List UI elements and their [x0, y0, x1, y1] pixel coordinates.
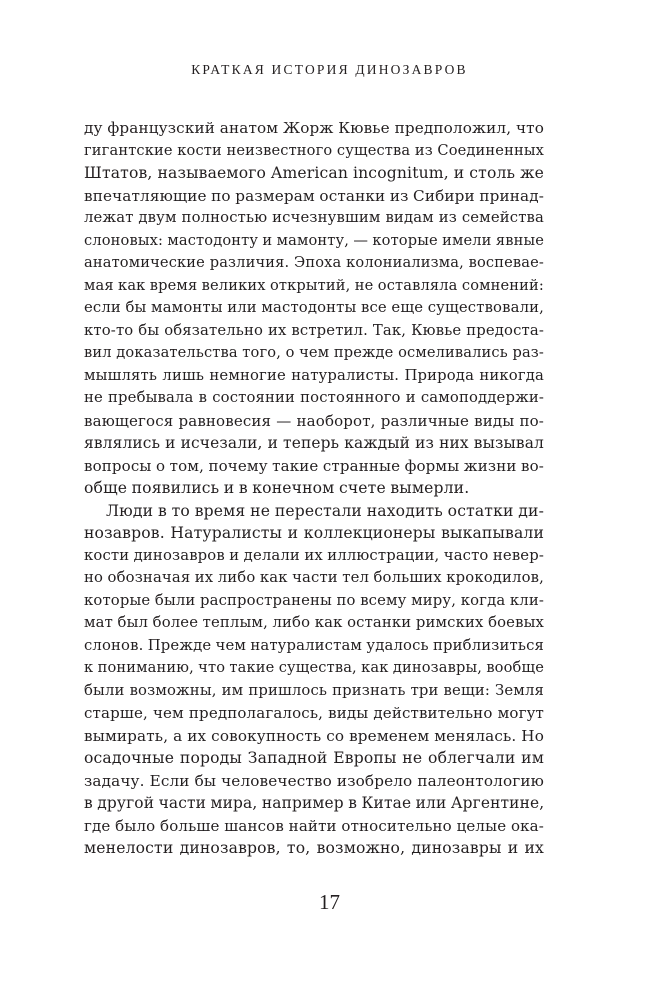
text-line: Люди в то время не перестали находить остатки ди- [106, 501, 544, 520]
text-line: мышлять лишь немногие натуралисты. Природа никогда [84, 366, 544, 384]
text-line: где было больше шансов найти относительно целые ока- [84, 816, 544, 835]
text-line: старше, чем предполагалось, виды действительно могут [84, 704, 544, 722]
text-line: вающегося равновесия — наоборот, различные виды по- [84, 411, 544, 430]
text-line: вымирать, а их совокупность со временем менялась. Но [84, 726, 544, 745]
text-line: кто-то бы обязательно их встретил. Так, Кювье предоста- [84, 321, 544, 339]
text-line: кости динозавров и делали их иллюстрации, часто невер- [84, 546, 544, 564]
text-line: менелости динозавров, то, возможно, динозавры и их [84, 839, 544, 857]
text-line: мат был более теплым, либо как останки римских боевых [84, 614, 544, 631]
text-line: ду французский анатом Жорж Кювье предположил, что [84, 119, 544, 137]
text-line: были возможны, им пришлось признать три вещи: Земля [84, 681, 544, 699]
text-line: обще появились и в конечном счете вымерли. [84, 479, 470, 497]
paragraph-1 [84, 117, 544, 500]
text-line: слоновых: мастодонту и мамонту, — которые имели явные [84, 231, 544, 249]
text-line: осадочные породы Западной Европы не облегчали им [84, 749, 544, 767]
text-line: задачу. Если бы человечество изобрело палеонтологию [84, 771, 544, 790]
text-line: к пониманию, что такие существа, как динозавры, вообще [84, 659, 544, 676]
text-line: не пребывала в состоянии постоянного и самоподдержи- [84, 389, 544, 406]
text-line: если бы мамонты или мастодонты все еще существовали, [84, 299, 544, 316]
text-line: вопросы о том, почему такие странные формы жизни во- [84, 456, 544, 475]
text-line: но обозначая их либо как части тел больших крокодилов, [84, 569, 544, 586]
running-head: КРАТКАЯ ИСТОРИЯ ДИНОЗАВРОВ [191, 62, 468, 77]
text-line: впечатляющие по размерам останки из Сибири принад- [84, 186, 544, 205]
text-line: лежат двум полностью исчезнувшим видам из семейства [84, 209, 544, 226]
text-line: Штатов, называемого American incognitum, и столь же [84, 164, 544, 182]
text-line: в другой части мира, например в Китае или Аргентине, [84, 794, 545, 812]
text-line: мая как время великих открытий, не оставляла сомнений: [84, 276, 544, 294]
text-line: вил доказательства того, о чем прежде осмеливались раз- [84, 344, 544, 361]
body-text [84, 117, 544, 860]
text-line: гигантские кости неизвестного существа из Соединенных [84, 141, 544, 159]
text-line: которые были распространены по всему миру, когда кли- [84, 591, 544, 609]
page-number: 17 [319, 890, 340, 914]
text-line: анатомические различия. Эпоха колониализма, воспевае- [84, 254, 544, 271]
paragraph-2 [84, 500, 544, 860]
text-line: нозавров. Натуралисты и коллекционеры выкапывали [84, 524, 544, 542]
text-line: слонов. Прежде чем натуралистам удалось приблизиться [84, 636, 544, 654]
text-line: являлись и исчезали, и теперь каждый из них вызывал [84, 434, 544, 452]
